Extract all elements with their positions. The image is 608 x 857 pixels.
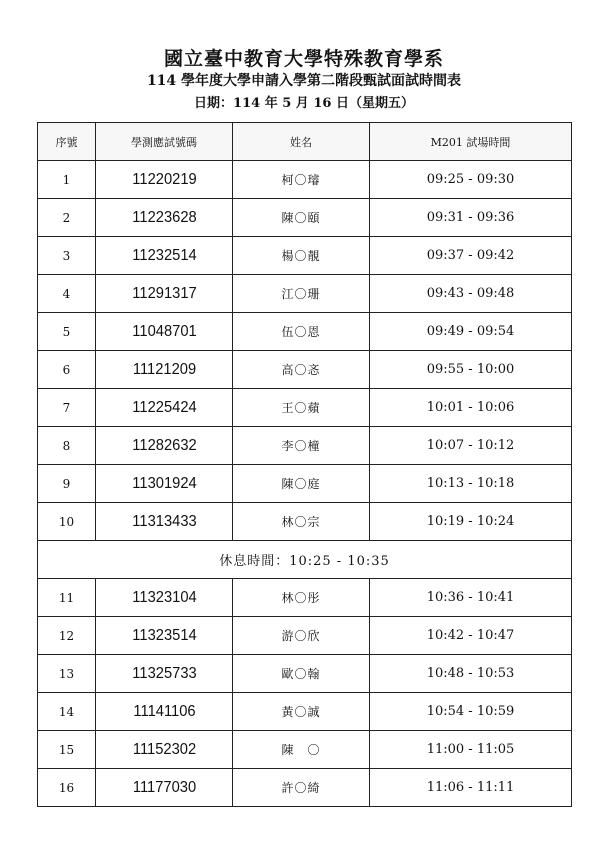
row-time: 10:36 - 10:41 — [370, 579, 572, 617]
row-seq: 14 — [38, 693, 96, 731]
row-time: 11:06 - 11:11 — [370, 769, 572, 807]
table-row — [38, 237, 572, 275]
row-time: 09:25 - 09:30 — [370, 161, 572, 199]
row-name: 柯〇璿 — [233, 161, 370, 199]
row-exam-code: 11048701 — [101, 313, 227, 351]
table-row — [38, 427, 572, 465]
row-name: 伍〇恩 — [233, 313, 370, 351]
row-name: 楊〇靚 — [233, 237, 370, 275]
row-seq: 12 — [38, 617, 96, 655]
table-row — [38, 655, 572, 693]
row-exam-code: 11291317 — [101, 275, 227, 313]
row-name: 高〇忞 — [233, 351, 370, 389]
header-time: M201 試場時間 — [370, 123, 572, 161]
row-exam-code: 11323104 — [101, 579, 227, 617]
break-row — [38, 541, 572, 579]
table-row — [38, 465, 572, 503]
row-time: 09:55 - 10:00 — [370, 351, 572, 389]
row-seq: 16 — [38, 769, 96, 807]
table-header-row — [38, 123, 572, 161]
header-exam-code: 學測應試號碼 — [96, 123, 233, 161]
table-row — [38, 313, 572, 351]
row-seq: 10 — [38, 503, 96, 541]
row-seq: 11 — [38, 579, 96, 617]
row-time: 10:19 - 10:24 — [370, 503, 572, 541]
row-exam-code: 11121209 — [101, 351, 227, 389]
row-exam-code: 11232514 — [101, 237, 227, 275]
row-name: 王〇蘋 — [233, 389, 370, 427]
row-time: 10:07 - 10:12 — [370, 427, 572, 465]
table-row — [38, 275, 572, 313]
document-title: 國立臺中教育大學特殊教育學系 — [163, 48, 444, 70]
row-name: 歐〇翰 — [233, 655, 370, 693]
row-name: 林〇宗 — [233, 503, 370, 541]
row-seq: 15 — [38, 731, 96, 769]
row-seq: 1 — [38, 161, 96, 199]
row-name: 李〇橦 — [233, 427, 370, 465]
table-row — [38, 199, 572, 237]
header-name: 姓名 — [233, 123, 370, 161]
row-exam-code: 11220219 — [101, 161, 227, 199]
row-seq: 3 — [38, 237, 96, 275]
exam-date: 日期：114 年 5 月 16 日（星期五） — [194, 96, 414, 111]
row-exam-code: 11152302 — [101, 731, 227, 769]
row-time: 10:54 - 10:59 — [370, 693, 572, 731]
row-name: 許〇綺 — [233, 769, 370, 807]
row-name: 陳 〇 — [233, 731, 370, 769]
row-time: 09:37 - 09:42 — [370, 237, 572, 275]
row-seq: 7 — [38, 389, 96, 427]
row-time: 09:43 - 09:48 — [370, 275, 572, 313]
row-time: 09:49 - 09:54 — [370, 313, 572, 351]
row-seq: 6 — [38, 351, 96, 389]
document-subtitle: 114 學年度大學申請入學第二階段甄試面試時間表 — [146, 73, 462, 89]
row-exam-code: 11301924 — [101, 465, 227, 503]
table-row — [38, 161, 572, 199]
rows-after-break — [38, 579, 572, 807]
table-row — [38, 731, 572, 769]
row-time: 11:00 - 11:05 — [370, 731, 572, 769]
row-seq: 8 — [38, 427, 96, 465]
row-seq: 9 — [38, 465, 96, 503]
row-seq: 2 — [38, 199, 96, 237]
table-row — [38, 617, 572, 655]
break-time-label: 休息時間：10:25 - 10:35 — [38, 541, 572, 579]
row-seq: 13 — [38, 655, 96, 693]
table-row — [38, 389, 572, 427]
row-time: 09:31 - 09:36 — [370, 199, 572, 237]
row-time: 10:01 - 10:06 — [370, 389, 572, 427]
row-name: 黃〇誠 — [233, 693, 370, 731]
row-name: 陳〇頤 — [233, 199, 370, 237]
row-exam-code: 11141106 — [101, 693, 227, 731]
row-exam-code: 11325733 — [101, 655, 227, 693]
table-row — [38, 503, 572, 541]
rows-before-break — [38, 161, 572, 541]
row-seq: 4 — [38, 275, 96, 313]
table-row — [38, 351, 572, 389]
row-time: 10:42 - 10:47 — [370, 617, 572, 655]
table-row — [38, 769, 572, 807]
table-row — [38, 579, 572, 617]
row-exam-code: 11177030 — [101, 769, 227, 807]
row-name: 陳〇庭 — [233, 465, 370, 503]
row-exam-code: 11225424 — [101, 389, 227, 427]
break-section — [38, 541, 572, 579]
interview-schedule-table — [37, 122, 572, 807]
row-name: 游〇欣 — [233, 617, 370, 655]
row-exam-code: 11323514 — [101, 617, 227, 655]
row-time: 10:13 - 10:18 — [370, 465, 572, 503]
row-exam-code: 11223628 — [101, 199, 227, 237]
row-seq: 5 — [38, 313, 96, 351]
row-time: 10:48 - 10:53 — [370, 655, 572, 693]
row-name: 林〇彤 — [233, 579, 370, 617]
row-exam-code: 11282632 — [101, 427, 227, 465]
header-seq: 序號 — [38, 123, 96, 161]
table-row — [38, 693, 572, 731]
row-exam-code: 11313433 — [101, 503, 227, 541]
row-name: 江〇珊 — [233, 275, 370, 313]
